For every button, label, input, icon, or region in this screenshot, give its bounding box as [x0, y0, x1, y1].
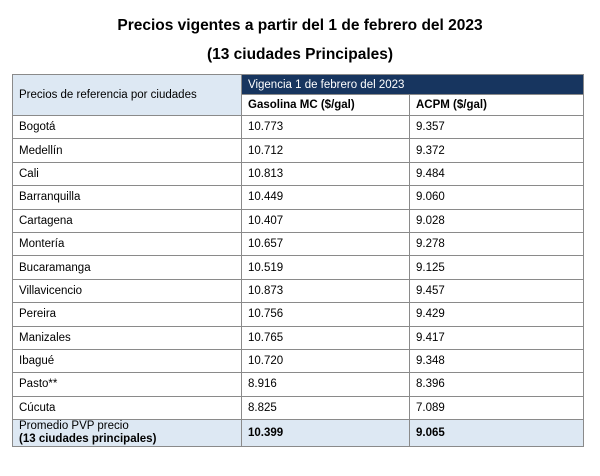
gasolina-cell: 10.657: [242, 232, 410, 255]
gasolina-cell: 10.720: [242, 349, 410, 372]
gasolina-cell: 10.773: [242, 116, 410, 139]
city-cell: Bucaramanga: [13, 256, 242, 279]
gasolina-cell: 10.756: [242, 303, 410, 326]
gasolina-cell: 10.449: [242, 186, 410, 209]
gasolina-cell: 10.813: [242, 162, 410, 185]
city-column-header: Precios de referencia por ciudades: [13, 75, 242, 116]
city-cell: Cúcuta: [13, 396, 242, 419]
average-gasolina: 10.399: [242, 420, 410, 447]
vigencia-header: Vigencia 1 de febrero del 2023: [242, 75, 584, 95]
city-cell: Cartagena: [13, 209, 242, 232]
table-row: [13, 396, 584, 419]
table-row: [13, 256, 584, 279]
acpm-cell: 9.429: [410, 303, 584, 326]
table-row: [13, 326, 584, 349]
table-row: [13, 232, 584, 255]
acpm-cell: 9.357: [410, 116, 584, 139]
average-row: [13, 420, 584, 447]
gasolina-cell: 10.765: [242, 326, 410, 349]
table-row: [13, 279, 584, 302]
table-row: [13, 209, 584, 232]
average-label-line2: (13 ciudades principales): [19, 433, 157, 446]
city-cell: Montería: [13, 232, 242, 255]
acpm-column-header: ACPM ($/gal): [410, 95, 584, 116]
price-table: [12, 74, 584, 447]
table-row: [13, 162, 584, 185]
acpm-cell: 7.089: [410, 396, 584, 419]
table-row: [13, 349, 584, 372]
gasolina-cell: 10.712: [242, 139, 410, 162]
gasolina-cell: 10.519: [242, 256, 410, 279]
city-cell: Cali: [13, 162, 242, 185]
gasolina-cell: 8.825: [242, 396, 410, 419]
table-row: [13, 116, 584, 139]
table-row: [13, 139, 584, 162]
city-cell: Villavicencio: [13, 279, 242, 302]
acpm-cell: 9.372: [410, 139, 584, 162]
acpm-cell: 9.417: [410, 326, 584, 349]
city-cell: Barranquilla: [13, 186, 242, 209]
average-label: [13, 420, 242, 447]
city-cell: Bogotá: [13, 116, 242, 139]
acpm-cell: 9.278: [410, 232, 584, 255]
average-label-line1: Promedio PVP precio: [19, 420, 129, 433]
page-title: Precios vigentes a partir del 1 de febrero del 2023: [117, 17, 483, 34]
acpm-cell: 9.348: [410, 349, 584, 372]
city-cell: Pereira: [13, 303, 242, 326]
city-cell: Pasto**: [13, 373, 242, 396]
city-cell: Manizales: [13, 326, 242, 349]
average-acpm: 9.065: [410, 420, 584, 447]
city-cell: Ibagué: [13, 349, 242, 372]
table-row: [13, 373, 584, 396]
acpm-cell: 8.396: [410, 373, 584, 396]
table-row: [13, 186, 584, 209]
table-row: [13, 303, 584, 326]
acpm-cell: 9.028: [410, 209, 584, 232]
city-cell: Medellín: [13, 139, 242, 162]
gasolina-column-header: Gasolina MC ($/gal): [242, 95, 410, 116]
page-subtitle: (13 ciudades Principales): [206, 46, 394, 63]
acpm-cell: 9.457: [410, 279, 584, 302]
gasolina-cell: 8.916: [242, 373, 410, 396]
gasolina-cell: 10.407: [242, 209, 410, 232]
acpm-cell: 9.125: [410, 256, 584, 279]
gasolina-cell: 10.873: [242, 279, 410, 302]
acpm-cell: 9.060: [410, 186, 584, 209]
acpm-cell: 9.484: [410, 162, 584, 185]
